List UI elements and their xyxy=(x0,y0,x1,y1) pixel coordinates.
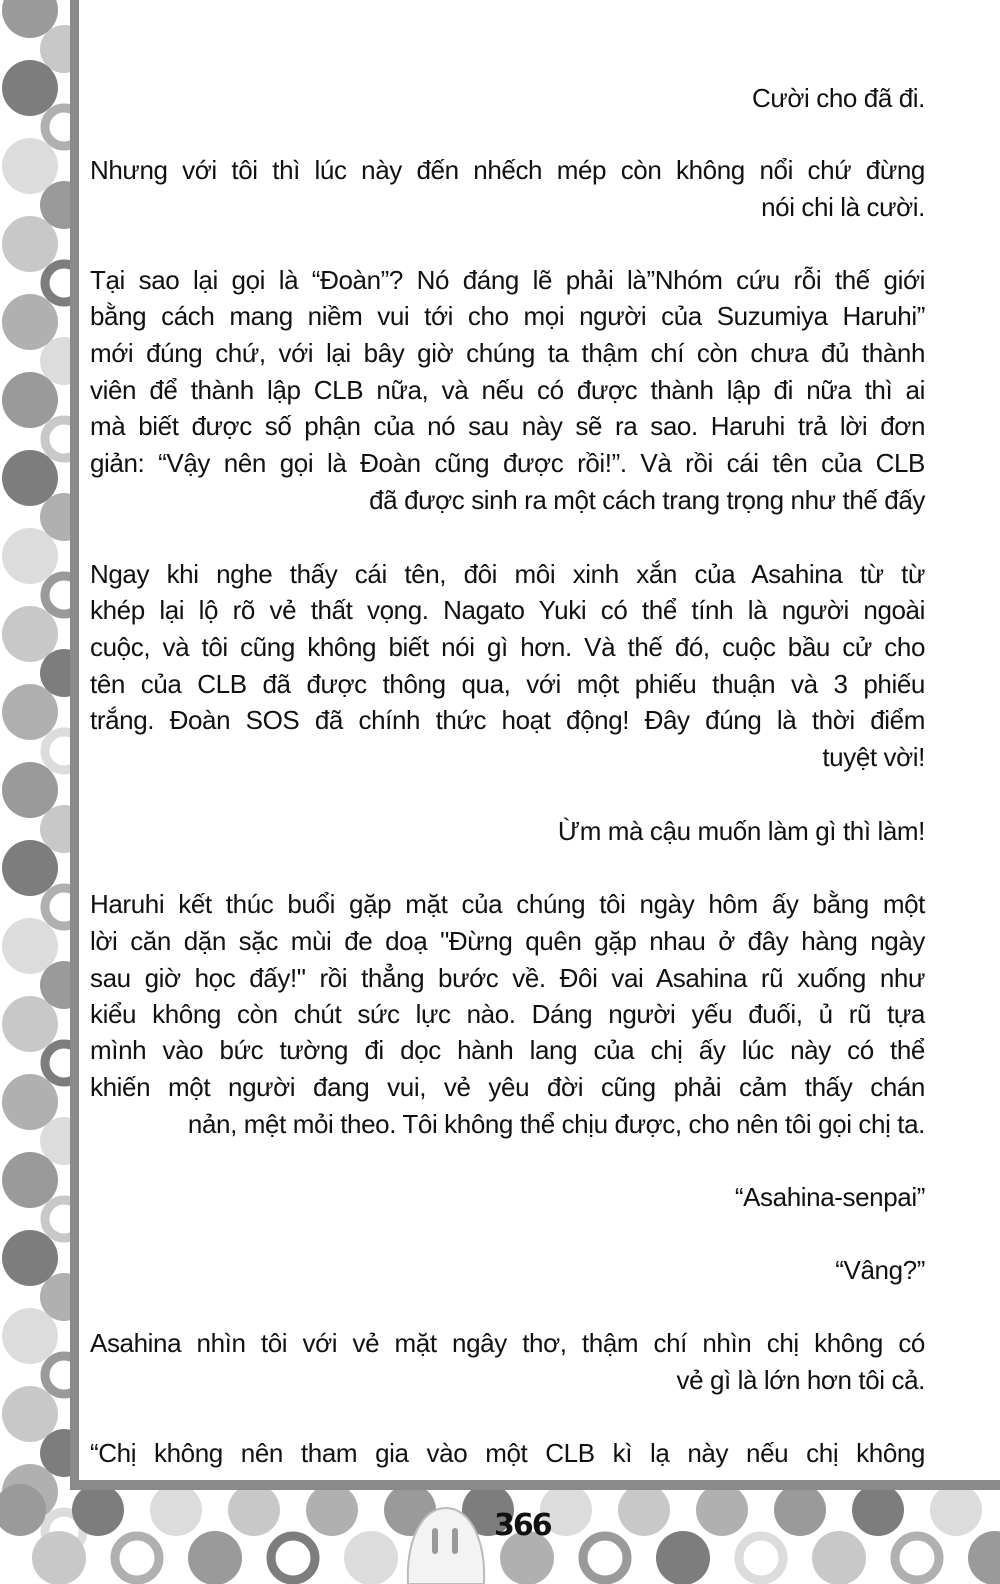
background-dot xyxy=(2,216,58,272)
background-dot xyxy=(188,1531,242,1584)
background-dot xyxy=(2,606,58,662)
background-dot xyxy=(2,1074,58,1130)
background-dot xyxy=(2,1230,58,1286)
mascot-blob-icon xyxy=(402,1500,490,1584)
background-dot xyxy=(774,1484,826,1536)
text-line: mình vào bức tường đi dọc hành lang của chị ấy lúc này có thể xyxy=(90,1035,925,1065)
background-dot xyxy=(618,1484,670,1536)
background-dot xyxy=(2,1152,58,1208)
background-dot xyxy=(2,294,58,350)
background-dot xyxy=(696,1484,748,1536)
background-dot xyxy=(2,450,58,506)
text-line: cuộc, và tôi cũng không biết nói gì hơn. Và thế đó, cuộc bầu cử cho xyxy=(90,632,925,662)
text-line: giản: “Vậy nên gọi là Đoàn cũng được rồi!”. Và rồi cái tên của CLB xyxy=(90,448,925,478)
text-line: vẻ gì là lớn hơn tôi cả. xyxy=(676,1365,925,1395)
text-line: nản, mệt mỏi theo. Tôi không thể chịu được, cho nên tôi gọi chị ta. xyxy=(187,1109,925,1139)
text-line: lời căn dặn sặc mùi đe doạ "Đừng quên gặp nhau ở đây hàng ngày xyxy=(90,926,925,956)
background-dot xyxy=(852,1484,904,1536)
text-line: khiến một người đang vui, vẻ yêu đời cũng phải cảm thấy chán xyxy=(90,1072,925,1102)
background-dot xyxy=(2,1386,58,1442)
text-line: kiểu không còn chút sức lực nào. Dáng người yếu đuối, ủ rũ tựa xyxy=(90,999,925,1029)
text-line: mà biết được số phận của nó sau này sẽ ra sao. Haruhi trả lời đơn xyxy=(90,411,925,441)
background-dot xyxy=(271,1536,315,1580)
background-dot xyxy=(2,762,58,818)
background-dot xyxy=(344,1531,398,1584)
text-line: Haruhi kết thúc buổi gặp mặt của chúng tôi ngày hôm ấy bằng một xyxy=(90,889,925,919)
background-dot xyxy=(968,1531,1000,1584)
background-dot xyxy=(2,996,58,1052)
text-line: tên của CLB đã được thông qua, với một phiếu thuận và 3 phiếu xyxy=(90,669,925,699)
page-number: 366 xyxy=(494,1508,551,1543)
background-dot xyxy=(656,1531,710,1584)
text-line: trắng. Đoàn SOS đã chính thức hoạt động! Đây đúng là thời điểm xyxy=(90,705,925,735)
background-dot xyxy=(930,1484,982,1536)
background-dot xyxy=(2,528,58,584)
text-line: viên để thành lập CLB nữa, và nếu có được thành lập đi nữa thì ai xyxy=(90,375,925,405)
text-line: Cười cho đã đi. xyxy=(752,83,925,113)
background-dot xyxy=(2,138,58,194)
text-line: Asahina nhìn tôi với vẻ mặt ngây thơ, thậm chí nhìn chị không có xyxy=(90,1328,925,1358)
text-line: “Asahina-senpai” xyxy=(734,1182,925,1212)
background-dot xyxy=(583,1536,627,1580)
text-line: “Chị không nên tham gia vào một CLB kì lạ này nếu chị không xyxy=(90,1438,925,1468)
text-line: Tại sao lại gọi là “Đoàn”? Nó đáng lẽ phải là”Nhóm cứu rỗi thế giới xyxy=(90,265,925,295)
background-dot xyxy=(72,1484,124,1536)
text-line: sau giờ học đấy!" rồi thẳng bước về. Đôi vai Asahina rũ xuống như xyxy=(90,963,925,993)
background-dot xyxy=(306,1484,358,1536)
text-line: bằng cách mang niềm vui tới cho mọi người của Suzumiya Haruhi” xyxy=(90,301,925,331)
background-dot xyxy=(2,60,58,116)
text-line: Ừm mà cậu muốn làm gì thì làm! xyxy=(557,816,925,846)
text-line: nói chi là cười. xyxy=(761,192,925,222)
text-line: Ngay khi nghe thấy cái tên, đôi môi xinh xắn của Asahina từ từ xyxy=(90,559,925,589)
background-dot xyxy=(150,1484,202,1536)
text-line: “Vâng?” xyxy=(835,1255,925,1285)
background-dot xyxy=(812,1531,866,1584)
background-dot xyxy=(2,372,58,428)
background-dot xyxy=(228,1484,280,1536)
background-dot xyxy=(115,1536,159,1580)
background-dot xyxy=(32,1531,86,1584)
background-dot xyxy=(2,684,58,740)
text-line: tuyệt vời! xyxy=(822,742,925,772)
text-line: đã được sinh ra một cách trang trọng như thế đấy xyxy=(369,485,925,515)
text-line: mới đúng chứ, với lại bây giờ chúng ta thậm chí còn chưa đủ thành xyxy=(90,338,925,368)
background-dot xyxy=(895,1536,939,1580)
background-dot xyxy=(2,1308,58,1364)
background-dot xyxy=(739,1536,783,1580)
background-dot xyxy=(2,918,58,974)
text-line: khép lại lộ rõ vẻ thất vọng. Nagato Yuki có thể tính là người ngoài xyxy=(90,595,925,625)
background-dot xyxy=(2,840,58,896)
text-line: Nhưng với tôi thì lúc này đến nhếch mép còn không nổi chứ đừng xyxy=(90,155,925,185)
